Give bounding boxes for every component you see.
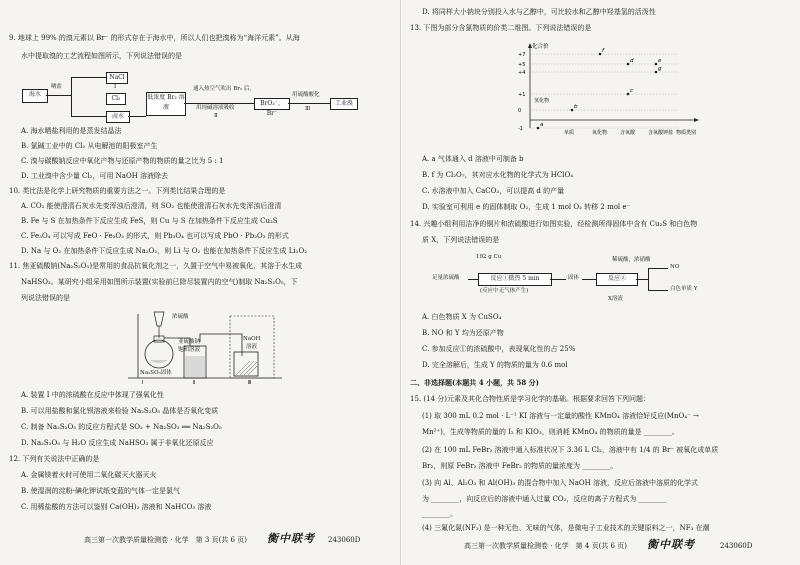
q11-option-a: A. 装置 Ⅰ 中的浓硫酸在反应中体现了强氧化性 — [21, 391, 164, 399]
q9-option-b: B. 氯碱工业中的 Cl₂ 从电解池的阳极室产生 — [21, 142, 158, 150]
flow-bro3: BrO₃⁻、Br⁻ — [254, 98, 290, 110]
page4-logo: 衡中联考 — [647, 538, 695, 551]
q11-stem-line3: 列说法错误的是 — [21, 294, 70, 302]
q13-point — [655, 71, 658, 74]
q9-option-c: C. 溴与碳酸钠反应中氧化产物与还原产物的物质的量之比为 5 : 1 — [21, 157, 224, 165]
q10-option-c: C. Fe₃O₄ 可以写成 FeO · Fe₂O₃ 的形式，则 Pb₃O₄ 也可以写成 PbO · Pb₂O₃ 的形式 — [21, 232, 289, 240]
q15-part3-line3: ________。 — [422, 510, 457, 518]
q13-ytick: 0 — [518, 108, 522, 114]
q13-point-label: c — [630, 88, 634, 94]
flow-step3-num: Ⅲ — [305, 106, 311, 112]
q10-stem: 10. 类比法是化学上研究物质的重要方法之一。下列类比结果合理的是 — [9, 187, 226, 195]
flow-nacl: NaCl — [106, 72, 128, 84]
page3-logo: 衡中联考 — [267, 532, 315, 545]
q15-part2-line2: Br₂，则原 FeBr₂ 溶液中 FeBr₂ 的物质的量浓度为 ________。 — [422, 462, 618, 470]
q9-option-d: D. 工业溴中含少量 Cl₂，可用 NaOH 溶液除去 — [21, 172, 169, 180]
q14-option-b: B. NO 和 Y 均为还原产物 — [422, 329, 504, 337]
q9-stem-line1: 9. 地球上 99% 的溴元素以 Br⁻ 的形式存在于海水中，所以人们也把溴称为“海洋元素”。从海 — [9, 34, 300, 42]
q14-solid: 固体 — [568, 275, 580, 281]
q13-point — [627, 63, 630, 66]
q13-xtick: 单质 — [564, 130, 575, 136]
q10-option-a: A. CO₂ 能使澄清石灰水先变浑浊后澄清，则 SO₂ 也能使澄清石灰水先变浑浊后澄清 — [21, 202, 282, 210]
q13-point-label: b — [574, 104, 578, 110]
q13-option-c: C. 水溶液中加入 CaCO₃，可以提高 d 的产量 — [422, 187, 565, 195]
q13-point — [537, 127, 540, 130]
q11-stem-line1: 11. 焦亚硫酸钠(Na₂S₂O₅)是常用的食品抗氧化剂之一，久置于空气中易被氧化，其溶于水生成 — [9, 262, 303, 270]
q13-point — [599, 53, 602, 56]
q13-xtick: 氧化物 — [592, 130, 608, 136]
q12-option-d: D. 将同样大小钠块分别投入水与乙醇中，可比较水和乙醇中羟基氢的活泼性 — [422, 8, 656, 16]
lab-label-iii: Ⅲ — [248, 380, 252, 386]
q9-stem-line2: 水中提取溴的工艺流程如图所示，下列说法错误的是 — [21, 52, 182, 60]
page-4 — [402, 0, 800, 565]
flow-cl2: Cl₂ — [106, 93, 126, 105]
q15-part2-line1: (2) 在 100 mL FeBr₂ 溶液中通入标准状况下 3.36 L Cl₂，溶液中有 1/4 的 Br⁻ 被氧化成单质 — [422, 446, 719, 454]
q14-acid: 足量浓硫酸 — [432, 275, 460, 281]
q13-point-label: a — [540, 122, 544, 128]
q14-no: NO — [670, 264, 680, 270]
q15-part3-line1: (3) 向 Al、Al₂O₃ 和 Al(OH)₃ 的混合物中加入 NaOH 溶液，反应后溶液中溶质的化学式 — [422, 479, 698, 487]
q14-reaction1: 反应①微热 5 min — [478, 273, 552, 286]
q14-reaction2: 反应② — [596, 273, 638, 286]
q13-ytick: +5 — [518, 62, 526, 68]
lab-conc-acid: 浓硫酸 — [172, 314, 189, 320]
q12-option-b: B. 使湿润的淀粉-碘化钾试纸变蓝的气体一定是氯气 — [21, 487, 180, 495]
q13-xtick: 氢化物 — [534, 98, 550, 104]
q13-ytick: -1 — [518, 126, 523, 132]
q13-point — [627, 93, 630, 96]
q9-option-a: A. 海水晒盐利用的是蒸发结晶法 — [21, 127, 122, 135]
q11-option-d: D. Na₂S₂O₅ 与 H₂O 反应生成 NaHSO₃ 属于非氧化还原反应 — [21, 439, 214, 447]
q13-ytick: +4 — [518, 70, 526, 76]
q13-ytick: +7 — [518, 52, 526, 58]
page4-footer: 高三第一次教学质量检测卷 · 化学 第 4 页(共 6 页) — [464, 542, 627, 550]
q11-option-b: B. 可以用盐酸和氯化钡溶液来检验 Na₂S₂O₅ 晶体是否氧化变质 — [21, 407, 219, 415]
q13-option-b: B. f 为 Cl₂O₇，其对应水化物的化学式为 HClO₄ — [422, 171, 574, 179]
q13-point — [571, 109, 574, 112]
q12-stem: 12. 下列有关说法中正确的是 — [9, 455, 100, 463]
lab-na2so3-solid: Na₂SO₃固体 — [140, 370, 172, 376]
lab-na2so3: 亚硫酸钠 — [178, 339, 201, 345]
q13-xtick: 含氧酸钾盐 — [648, 130, 674, 136]
page3-footer: 高三第一次教学质量检测卷 · 化学 第 3 页(共 6 页) — [84, 536, 247, 544]
lab-label-i: Ⅰ — [142, 380, 144, 386]
flow-step-i: Ⅰ — [114, 84, 117, 90]
flow-step2-num: Ⅱ — [214, 113, 218, 119]
q15-part4-line1: (4) 三氟化氮(NF₃) 是一种无色、无味的气体，是微电子工业技术的关键原料之一，NF₃ 在潮 — [422, 524, 710, 532]
lab-naoh-2: 溶液 — [246, 344, 258, 350]
q14-option-c: C. 参加反应①的浓硫酸中，表现氧化性的占 25% — [422, 345, 576, 353]
page-divider — [400, 0, 401, 565]
q13-valence-class-chart — [508, 40, 708, 150]
q13-point-label: d — [630, 58, 634, 64]
flow-evap-label: 晒盐 — [51, 84, 63, 90]
q13-stem: 13. 下图为部分含氯物质的价类二维图。下列说法错误的是 — [410, 24, 592, 32]
q14-x-solution: X溶液 — [608, 296, 623, 302]
q10-option-d: D. Na 与 O₂ 在加热条件下反应生成 Na₂O₂，则 Li 与 O₂ 也能在加热条件下反应生成 Li₂O₂ — [21, 247, 308, 255]
flow-step2-top: 通入热空气吹出 Br₂ 后, — [193, 86, 252, 92]
q14-stem-line2: 质 X，下列说法错误的是 — [422, 236, 500, 244]
page4-code: 243060D — [720, 542, 753, 550]
q15-stem: 15. (14 分)元素及其化合物性质是学习化学的基础。根据要求回答下列问题： — [410, 395, 650, 403]
lab-saturated: 饱和溶液 — [178, 347, 201, 353]
flow-step3-top: 用硫酸酸化 — [292, 92, 320, 98]
q12-option-a: A. 金属镁着火时可使用二氧化碳灭火器灭火 — [21, 471, 157, 479]
q15-part3-line2: 为 ________，向反应后的溶液中通入过量 CO₂，反应的离子方程式为 ________ — [422, 495, 667, 503]
q13-ytick: +1 — [518, 92, 526, 98]
q15-part1-line1: (1) 取 300 mL 0.2 mol · L⁻¹ KI 溶液与一定量的酸性 KMnO₄ 溶液恰好反应(MnO₄⁻ → — [422, 412, 699, 420]
q13-xtick: 物质类别 — [676, 130, 697, 136]
section-2-heading: 二、非选择题(本题共 4 小题，共 58 分) — [410, 378, 539, 387]
q14-option-d: D. 完全溶解后，生成 Y 的物质的量为 0.6 mol — [422, 361, 568, 369]
lab-naoh-1: NaOH — [243, 336, 261, 342]
q13-option-a: A. a 气体通入 d 溶液中可制备 b — [422, 155, 524, 163]
q14-stem-line1: 14. 兴趣小组利用洁净的铜片和浓硫酸进行如图实验，经检测所得固体中含有 Cu₂S 和白色物 — [410, 220, 698, 228]
q13-point-label: e — [658, 58, 662, 64]
flow-low-br2: 低浓度 Br₂ 溶液 — [146, 92, 186, 116]
q13-point-label: g — [658, 66, 662, 72]
flow-product: 工业溴 — [330, 98, 358, 110]
q13-point-label: f — [602, 48, 604, 54]
q14-white-y: 白色单质 Y — [670, 286, 698, 292]
flow-seawater: 海水 — [22, 89, 48, 103]
q14-reaction1-note: (反应中无气体产生) — [480, 288, 529, 294]
q10-option-b: B. Fe 与 S 在加热条件下反应生成 FeS，则 Cu 与 S 在加热条件下反应生成 Cu₂S — [21, 217, 278, 225]
q14-dilute-acids: 稀硫酸，浓硝酸 — [612, 257, 651, 263]
q13-point — [655, 63, 658, 66]
q13-option-d: D. 实验室可利用 e 的固体制取 O₂，生成 1 mol O₂ 转移 2 mol e⁻ — [422, 203, 631, 211]
q13-xtick: 含氧酸 — [620, 130, 636, 136]
q13-ylabel: 化合价 — [532, 44, 549, 50]
q11-stem-line2: NaHSO₃。某研究小组采用如图所示装置(实验前已除尽装置内的空气)制取 Na₂S₂O₅，下 — [21, 278, 298, 286]
q15-part1-line2: Mn²⁺)，生成等物质的量的 I₂ 和 KIO₃，则消耗 KMnO₄ 的物质的量是 ________。 — [422, 428, 679, 436]
q14-option-a: A. 白色物质 X 为 CuSO₄ — [422, 313, 502, 321]
q11-option-c: C. 制备 Na₂S₂O₅ 的反应方程式是 SO₂ + Na₂SO₃ ══ Na₂S₂O₅ — [21, 423, 222, 431]
q12-option-c: C. 用稀盐酸的方法可以鉴别 Ca(OH)₂ 溶液和 NaHCO₃ 溶液 — [21, 503, 212, 511]
lab-label-ii: Ⅱ — [193, 380, 196, 386]
flow-brine: 卤水 — [106, 111, 130, 123]
page3-code: 243060D — [328, 536, 361, 544]
flow-step2-bot: 用纯碱溶液吸收 — [196, 105, 235, 111]
q14-cu: 192 g Cu — [476, 254, 502, 260]
